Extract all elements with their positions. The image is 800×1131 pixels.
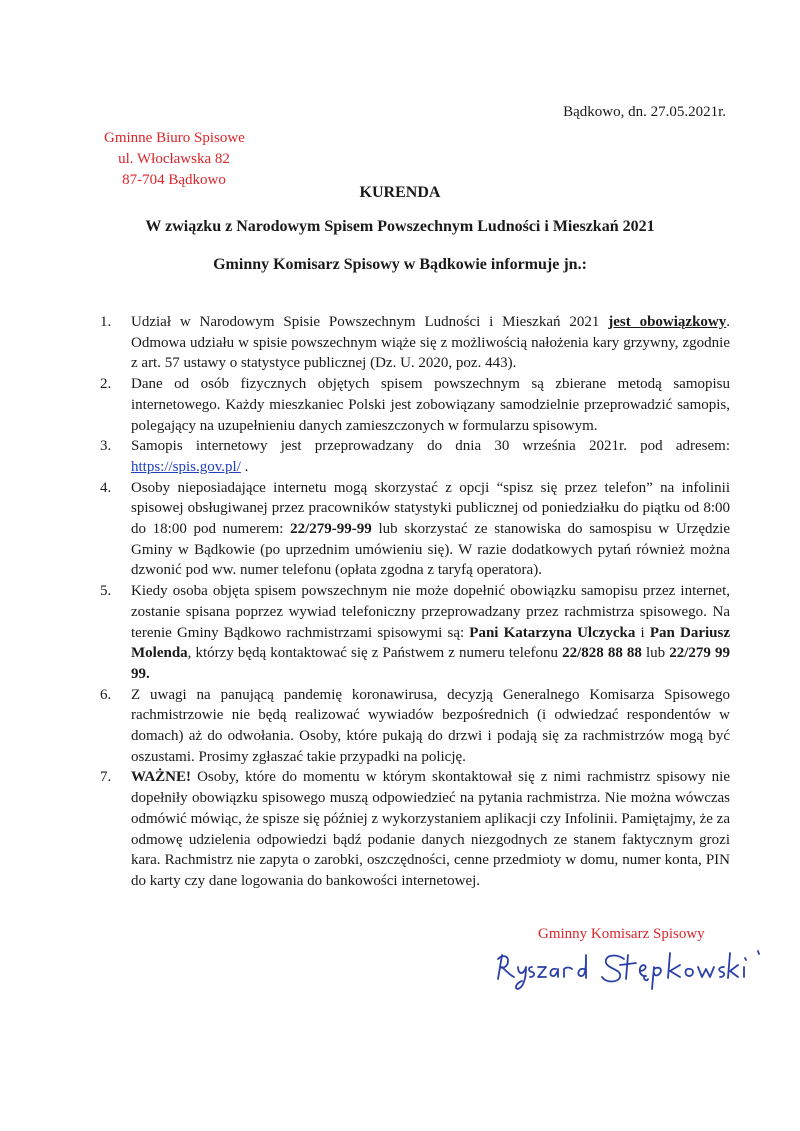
list-item: 1. Udział w Narodowym Spisie Powszechnym Ludności i Mieszkań 2021 jest obowiązkowy. Odmowa udziału w spisie powszechnym wiąże się z możliwością nałożenia kary grzywny, zgodnie z art. 57 ustawy o statystyce publicznej (Dz. U. 2020, poz. 443). xyxy=(100,314,730,372)
list-item: 2. Dane od osób fizycznych objętych spisem powszechnym są zbierane metodą samopisu internetowego. Każdy mieszkaniec Polski jest zobowiązany samodzielnie przeprowadzić samopis, polegający na uzupełnieniu danych zamieszczonych w formularzu spisowym. xyxy=(100,376,730,434)
office-street: ul. Włocławska 82 xyxy=(118,151,230,167)
document-title: KURENDA xyxy=(359,184,441,201)
office-name: Gminne Biuro Spisowe xyxy=(104,130,245,146)
item-number: 2. xyxy=(100,376,112,393)
item-number: 7. xyxy=(100,769,112,786)
list-item: 6. Z uwagi na panującą pandemię koronawirusa, decyzją Generalnego Komisarza Spisowego rachmistrzowie nie będą realizować wywiadów bezpośrednich (i odwiedzać respondentów w domach) aż do odwołania. Osoby, które pukają do drzwi i podają się za rachmistrzów mogą być oszustami. Prosimy zgłaszać takie przypadki na policję. xyxy=(100,686,730,765)
list-item: 5. Kiedy osoba objęta spisem powszechnym nie może dopełnić obowiązku samopisu przez internet, zostanie spisana poprzez wywiad telefoniczny przeprowadzany przez rachmistrza spisowego. Na terenie Gminy Bądkowo rachmistrzami spisowymi są: Pani Katarzyna Ulczycka i Pan Dariusz Molenda, którzy będą kontaktować się z Państwem z numeru telefonu 22/828 88 88 lub 22/279 99 99. xyxy=(100,583,731,682)
enumerator-name: Pan Dariusz Molenda xyxy=(131,624,731,662)
office-address xyxy=(104,128,244,191)
hotline-number: 22/279-99-99 xyxy=(290,521,372,538)
document-subtitle-1: W związku z Narodowym Spisem Powszechnym Ludności i Mieszkań 2021 xyxy=(145,218,655,235)
phone-number: 22/828 88 88 xyxy=(562,645,642,662)
census-link[interactable]: https://spis.gov.pl/ xyxy=(131,458,241,475)
item-number: 1. xyxy=(100,314,112,330)
document-date: Bądkowo, dn. 27.05.2021r. xyxy=(563,104,726,120)
item-number: 4. xyxy=(100,479,112,496)
list-item: 4. Osoby nieposiadające internetu mogą skorzystać z opcji “spisz się przez telefon” na infolinii spisowej obsługiwanej przez pracowników statystyki publicznej od poniedziałku do piątku od 8:00 do 18:00 pod numerem: 22/279-99-99 lub skorzystać ze stanowiska do samospisu w Urzędzie Gminy w Bądkowie (po uprzednim umówieniu się). W razie dodatkowych pytań również można dzwonić pod ww. numer telefonu (opłata zgodna z taryfą operatora). xyxy=(100,479,730,579)
item-number: 3. xyxy=(100,438,112,455)
phone-number: 22/279 99 99. xyxy=(131,645,730,682)
office-city: 87-704 Bądkowo xyxy=(122,172,226,188)
important-label: WAŻNE! xyxy=(131,769,192,786)
signatory-title: Gminny Komisarz Spisowy xyxy=(538,926,705,942)
document-subtitle-2: Gminny Komisarz Spisowy w Bądkowie informuje jn.: xyxy=(213,256,587,273)
item-number: 6. xyxy=(100,686,112,703)
list-item: 7. WAŻNE! Osoby, które do momentu w którym skontaktował się z nimi rachmistrz spisowy nie dopełniły obowiązku spisowego muszą odpowiedzieć na pytania rachmistrza. Nie można wówczas odmówić mówiąc, że spisze się później z wykorzystaniem aplikacji czy Infolinii. Pamiętajmy, że za odmowę udzielenia odpowiedzi bądź podanie danych niezgodnych ze stanem faktycznym grozi kara. Rachmistrz nie zapyta o zarobki, oszczędności, cenne przedmioty w domu, numer konta, PIN do karty czy dane logowania do bankowości internetowej. xyxy=(100,769,730,889)
enumerator-name: Pani Katarzyna Ulczycka xyxy=(469,624,636,641)
list-item: 3. Samopis internetowy jest przeprowadzany do dnia 30 września 2021r. pod adresem: https://spis.gov.pl/ . xyxy=(100,438,730,475)
handwritten-signature xyxy=(488,945,768,997)
emphasis: jest obowiązkowy xyxy=(608,314,727,330)
announcement-list xyxy=(100,312,730,892)
item-number: 5. xyxy=(100,583,112,600)
